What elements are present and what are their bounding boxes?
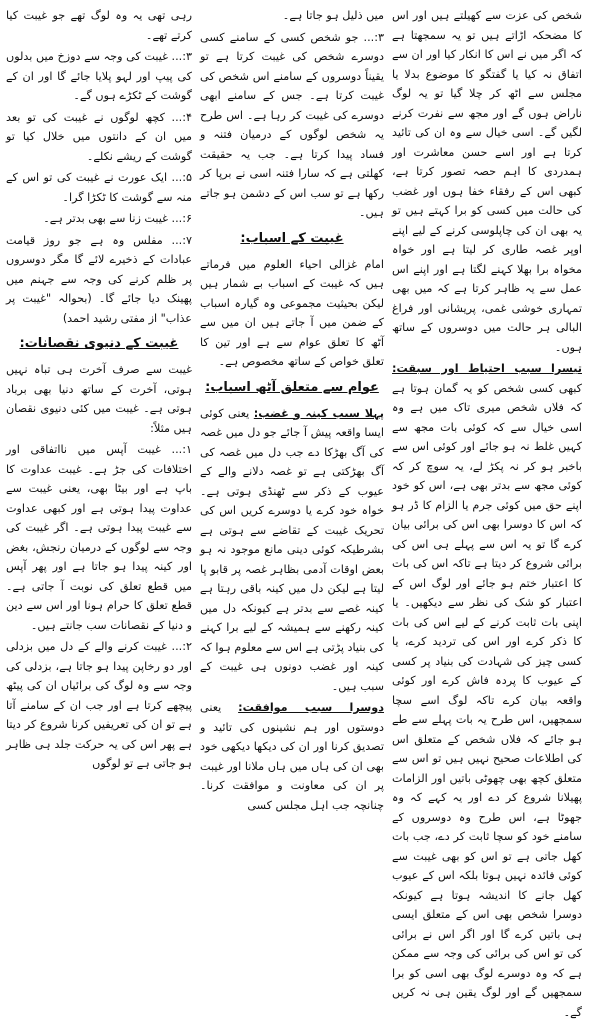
paragraph: ۵:... ایک عورت نے غیبت کی تو اس کے منہ سے گوشت کا ٹکڑا گرا۔	[6, 171, 192, 204]
text-column-left	[392, 6, 582, 1019]
paragraph: غیبت سے صرف آخرت ہی تباہ نہیں ہوتی، آخرت کے ساتھ دنیا بھی برباد ہوتی ہے۔ غیبت میں کئی دنیوی نقصان ہیں مثلاً:	[6, 363, 192, 435]
section-heading: غیبت کے دنیوی نقصانات:	[19, 336, 179, 351]
section-heading: غیبت کے اسباب:	[240, 230, 344, 246]
paragraph: ۳:... جو شخص کسی کے سامنے کسی دوسرے شخص کی غیبت کرتا ہے تو یقیناً دوسروں کے سامنے اس شخص کی غیبت کرتا ہے۔ جس کے سامنے ابھی دوسرے کی غیبت کر رہا ہے۔ اس طرح یہ شخص لوگوں کے درمیان فتنہ و فساد پیدا کرتا ہے۔ جب یہ حقیقت کھلتی ہے کہ سارا فتنہ اسی نے برپا کر رکھا ہے تو سب اس کے دشمن ہو جاتے ہیں۔	[200, 30, 384, 219]
paragraph: ۷:... مفلس وہ ہے جو روز قیامت عبادات کے ذخیرے لائے گا مگر دوسروں پر ظلم کرنے کی وجہ سے جہنم میں پھینک دیا جائے گا۔ (بحوالہ "غیبت پر عذاب" از مفتی رشید احمد)	[6, 233, 192, 325]
subheading-inline: تیسرا سبب احتیاط اور سبقت:	[392, 362, 582, 375]
text-column-right	[6, 6, 192, 790]
paragraph: ۴:... کچھ لوگوں نے غیبت کی تو بعد میں ان کے دانتوں میں خلال کیا تو گوشت کے ریشے نکلے۔	[6, 110, 192, 163]
document-page	[6, 6, 584, 1019]
paragraph: امام غزالی احیاء العلوم میں فرماتے ہیں کہ غیبت کے اسباب بے شمار ہیں لیکن بحیثیت مجموعی وہ گیارہ اسباب کے ضمن میں آ جاتے ہیں ان میں سے آٹھ کا تعلق عوام سے ہے اور تین کا تعلق خواص کے ساتھ مخصوص ہے۔	[200, 257, 384, 368]
paragraph-text: کبھی کسی شخص کو یہ گمان ہوتا ہے کہ فلاں شخص میری تاک میں ہے وہ اسی خیال سے کہ کوئی بات مجھ سے کہیں غلط نہ ہو جائے اور کوئی اس سے باخبر ہو کر نہ پکڑ لے، یہ سوچ کر کہ کوئی مجھ سے بدتر بھی ہے، اس کو خود اپنے حق میں کوئی جرم یا الزام کا ڈر ہو کہ اس کا دوسرا بھی اس کی برائی بیان کرے گا تو یہ اس سے پہلے ہی اس کی برائی شروع کر دیتا ہے تاکہ اس کی بات کا اعتبار ختم ہو جائے اور لوگ اس کے اعتبار کو شک کی نظر سے دیکھیں۔ یا اپنی بات ثابت کرنے کے لیے اس کی بات کا ذکر کرے اور اس کی تردید کرے، یا کسی چیز کی شہادت کی بنیاد پر کسی کے عیوب کا پردہ فاش کرے اور کوئی واقعہ بیان کرے تاکہ لوگ اسے سچا سمجھیں، اس طرح یہ بات پہلے سے طے ہو جائے کہ فلاں شخص کے متعلق اس کی اطلاعات صحیح نہیں ہیں تو اس سے متعلق کچھ بھی چھوٹی باتیں اور الزامات پھیلانا شروع کر دے اور یہ کہے کہ وہ جھوٹا ہے، اس طرح وہ دوسروں کے سامنے خود کو سچا ثابت کر دے، جب بات کھل جاتی ہے تو اس کو بھی غیبت سے کوئی فائدہ نہیں ہوتا بلکہ اس کے عیوب کھل جانے کا اندیشہ ہوتا ہے کیونکہ دوسرا شخص بھی اس کے متعلق ایسی ہی باتیں کرے گا اور اگر اس نے برائی کی تو اس کی برائی کی وجہ سے ممکن ہے کہ وہ دوسرے لوگ بھی اسی کو برا سمجھیں گے اور لوگ یقین ہی نہ کریں گے۔	[392, 381, 582, 1019]
paragraph	[392, 359, 582, 1022]
paragraph: ۲:... غیبت کرنے والے کے دل میں بزدلی اور دو رخاپن پیدا ہو جاتا ہے، بزدلی کی وجہ سے وہ لوگ کی برائیاں ان کی پیٹھ پیچھے کرتا ہے اور جب ان کے سامنے آتا ہے تو ان کی تعریفیں کرنا شروع کر دیتا ہے پھر اس کی یہ حرکت جلد ہی ظاہر ہو جاتی ہے تو لوگوں	[6, 640, 192, 770]
paragraph: ۶:... غیبت زنا سے بھی بدتر ہے۔	[43, 212, 192, 225]
paragraph	[200, 698, 384, 815]
paragraph-text: یعنی کوئی ایسا واقعہ پیش آ جائے جو دل میں غصہ کی آگ بھڑکا دے جب دل میں غصہ کی آگ بھڑکتی ہے تو غصہ دلانے والے کے عیوب کے ذکر سے ٹھنڈی ہوتی ہے۔ خواہ خود کرے یا دوسرے کریں اس کی تحریک غیبت کے تقاضے سے ہوتی ہے بشرطیکہ کوئی دینی مانع موجود نہ ہو بعض اوقات آدمی بظاہر غصہ پر قابو پا لیتا ہے لیکن دل میں کینہ باقی رہتا ہے کینہ غصے سے بدتر ہے کیونکہ دل میں کینہ رکھنے سے ہمیشہ کے لیے برا کہنے کی بنیاد پڑتی ہے اس سے معلوم ہوا کہ کینہ اور غضب دونوں ہی غیبت کے سبب ہیں۔	[199, 406, 384, 693]
paragraph-text: یعنی دوستوں اور ہم نشینوں کی تائید و تصدیق کرنا اور ان کی دیکھا دیکھی خود بھی ان کی ہاں میں ہاں ملانا اور غیبت پر ان کی معاونت و موافقت کرنا۔ چنانچہ جب اہل مجلس کسی	[200, 701, 384, 812]
subheading-inline: پہلا سبب کینہ و غضب:	[253, 406, 385, 420]
paragraph: شخص کی عزت سے کھیلتے ہیں اور اس کا مضحکہ اڑاتے ہیں تو یہ سمجھتا ہے کہ اگر میں نے اس کا انکار کیا اور ان سے اتفاق نہ کیا یا گفتگو کا موضوع بدلا یا مجلس سے اٹھ کر چلا گیا تو یہ لوگ ناراض ہوں گے اور مجھ سے نفرت کرنے لگیں گے۔ اسی خیال سے وہ ان کی تائید کرتا ہے اور اسے حسن معاشرت اور ہمدردی کا اہم حصہ تصور کرتا ہے، کبھی اس کے رفقاء خفا ہوں اور غضب کی حالت میں کسی کو برا کہتے ہیں تو یہ بھی ان کی چاپلوسی کرنے کے لیے اپنے اوپر غصہ طاری کر لیتا ہے اور خواہ مخواہ برا بھلا کہنے لگتا ہے اور اپنے اس عمل سے یہ ظاہر کرتا ہے کہ میں بھی تمہاری خوشی غمی، پریشانی اور فراغ البالی ہر حالت میں دوسروں کے ساتھ ہوں۔	[392, 9, 582, 354]
text-column-middle	[199, 6, 385, 812]
section-heading: عوام سے متعلق آٹھ اسباب:	[205, 379, 379, 395]
paragraph: رہی تھی یہ وہ لوگ تھے جو غیبت کیا کرتے تھے۔	[6, 9, 192, 42]
paragraph: ۳:... غیبت کی وجہ سے دوزخ میں بدلوں کی پیپ اور لہو پلایا جائے گا اور ان کے گوشت کے ٹکڑے ہوں گے۔	[6, 50, 192, 102]
paragraph: میں ذلیل ہو جاتا ہے۔	[282, 9, 384, 22]
subheading-inline: دوسرا سبب موافقت:	[238, 701, 384, 714]
paragraph	[200, 404, 384, 697]
paragraph: ۱:... غیبت آپس میں نااتفاقی اور اختلافات کی جڑ ہے۔ غیبت عداوت کا باپ ہے اور بیٹا بھی، یعنی غیبت سے عداوت پیدا ہوتی ہے اور کبھی عداوت سے غیبت پیدا ہوتی ہے۔ اگر غیبت کی وجہ سے لوگوں کے درمیان رنجش، بغض اور کینہ پیدا ہو جاتا ہے اور پھر آپس میں قطع تعلق کی نوبت آ جاتی ہے۔ قطع تعلق کا حرام ہونا اور اس سے دین و دنیا کے نقصانات سب جانتے ہیں۔	[6, 443, 192, 632]
